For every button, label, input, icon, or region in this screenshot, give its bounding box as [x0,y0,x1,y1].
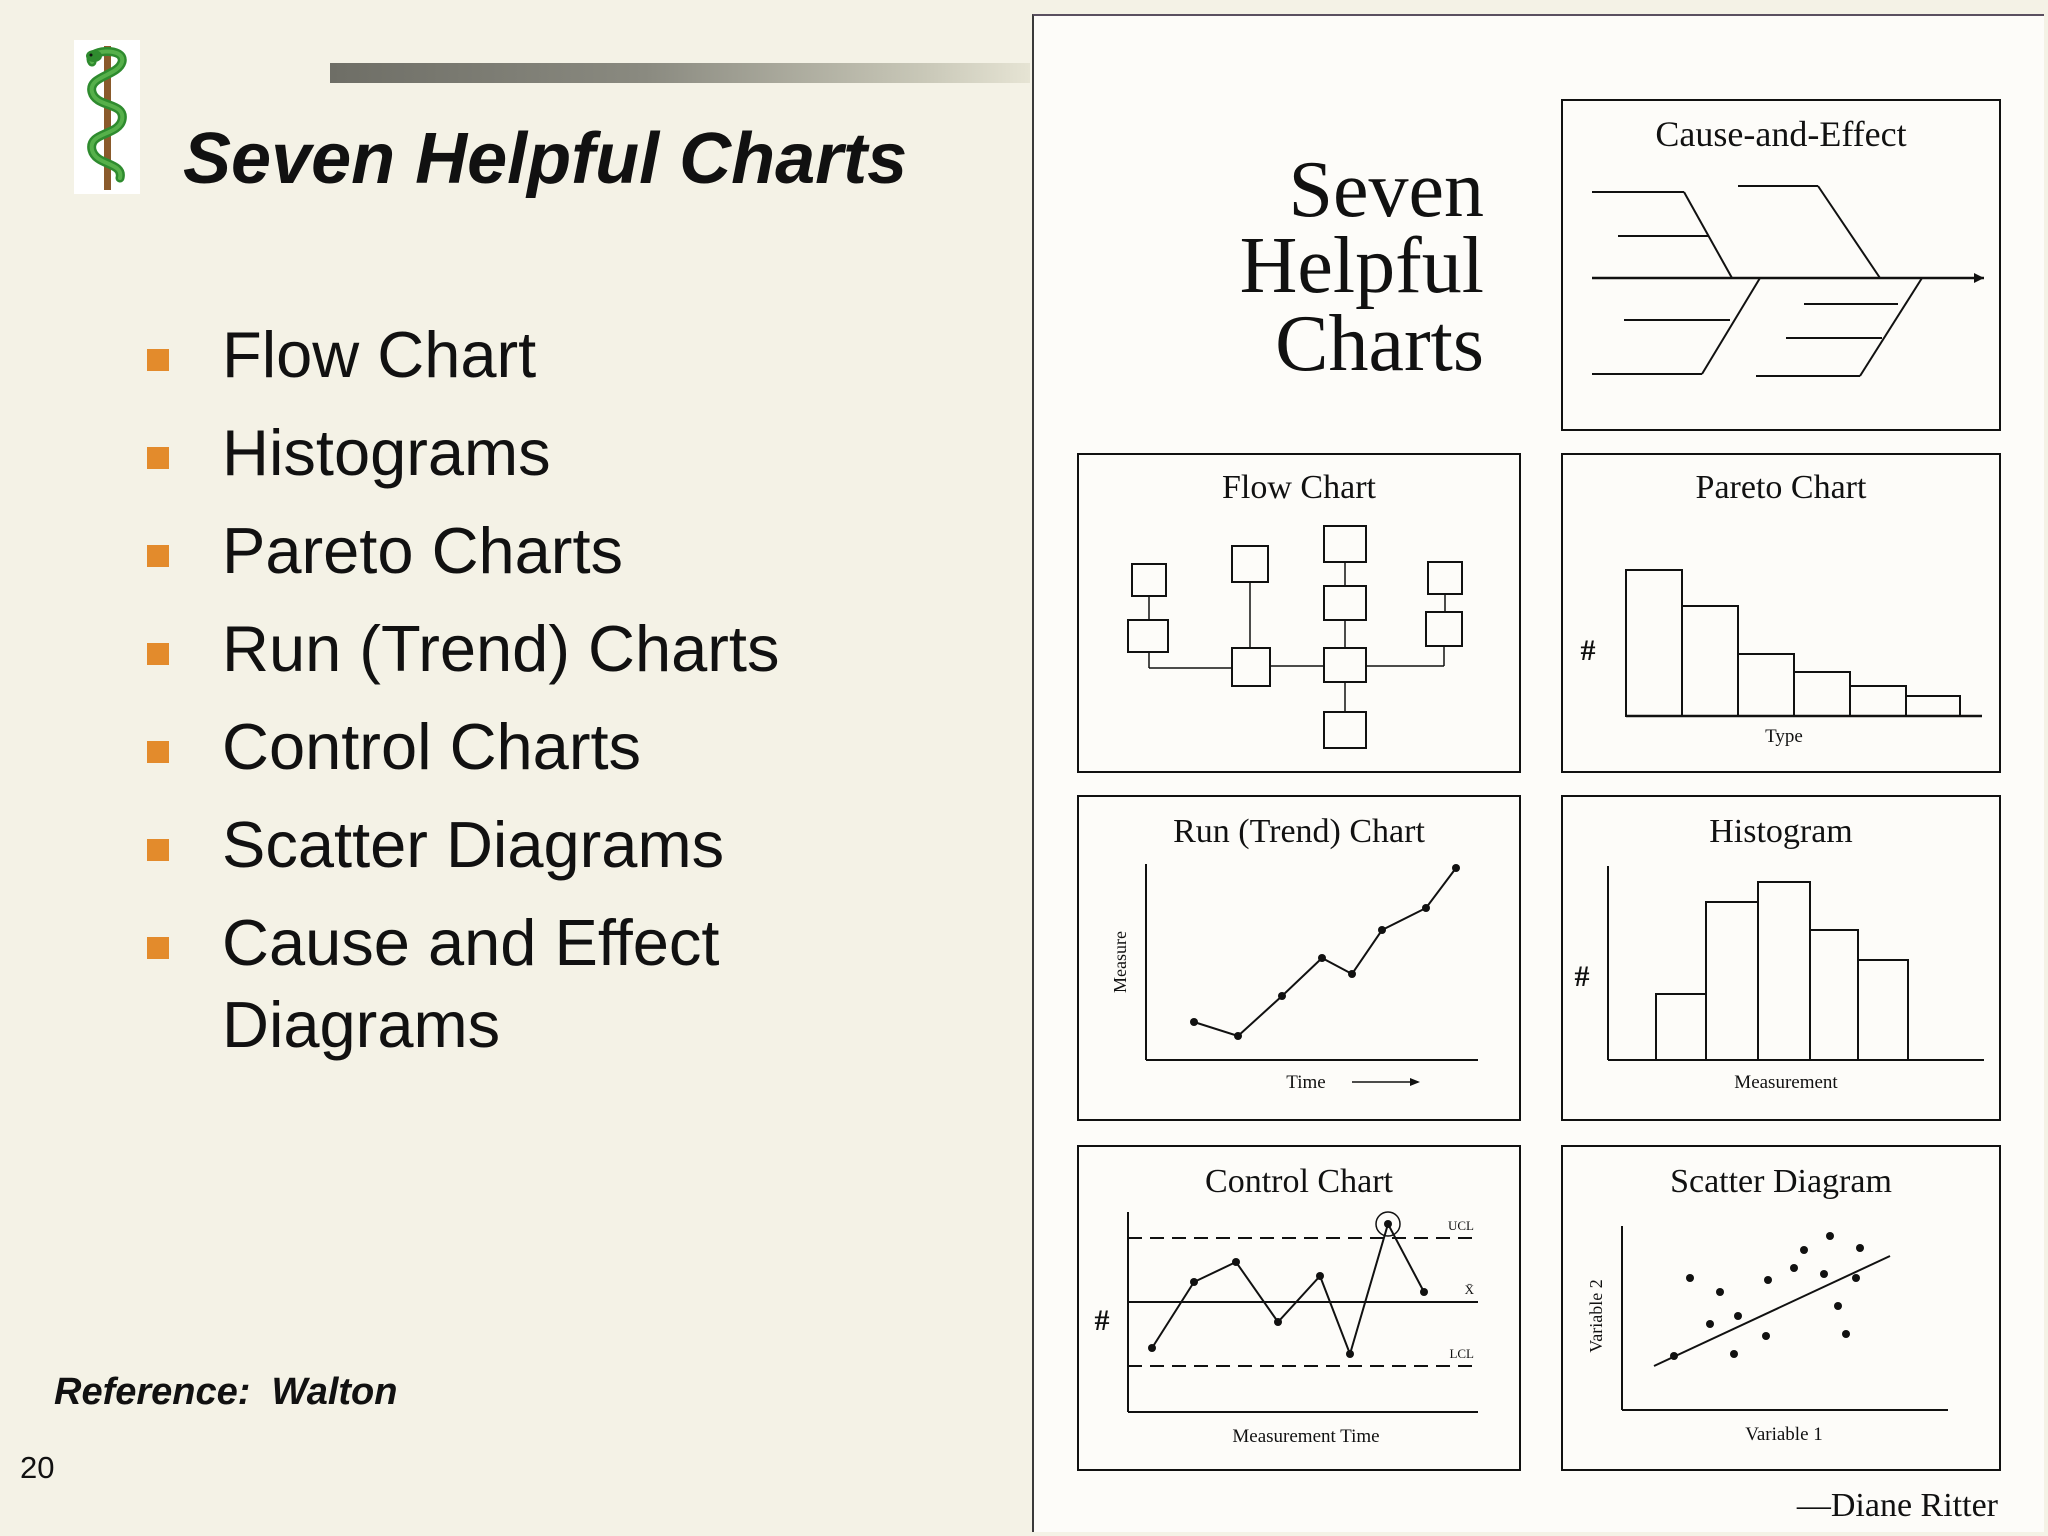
run-chart-panel [1078,796,1520,1120]
control-chart-panel [1078,1146,1520,1470]
histogram-bar [1758,882,1810,1060]
histogram-bar [1858,960,1908,1060]
histogram-x-label: Measurement [1734,1072,1838,1093]
flow-chart-panel [1078,454,1520,772]
histogram-bar [1810,930,1858,1060]
histogram-panel [1562,796,2000,1120]
bullet-square-icon [147,839,169,861]
pareto-x-label: Type [1765,726,1803,747]
bullet-text: Control Charts [222,710,642,783]
pareto-bar [1682,606,1738,716]
histogram-title: Histogram [1709,813,1853,850]
bullet-item [145,510,1005,592]
cause-effect-title: Cause-and-Effect [1655,114,1907,154]
page-number: 20 [20,1450,55,1485]
center-line-label: X̄ [1464,1282,1474,1297]
bullet-item [145,314,1005,396]
title-accent-bar [330,63,1030,83]
run-x-label: Time [1286,1072,1326,1093]
histogram-y-symbol: # [1574,960,1590,993]
scatter-title: Scatter Diagram [1670,1163,1892,1200]
figure-attribution: —Diane Ritter [1796,1487,1998,1524]
bullet-square-icon [147,545,169,567]
seven-charts-illustration [1034,16,2046,1534]
bullet-item [145,804,1005,886]
pareto-chart-panel [1562,454,2000,772]
scatter-y-label: Variable 2 [1586,1279,1606,1353]
figure-heading-line: Helpful [1239,222,1484,310]
reference-note: Reference: Walton [54,1371,398,1413]
bullet-text: Pareto Charts [222,514,624,587]
pareto-bar [1850,686,1906,716]
pareto-y-symbol: # [1580,634,1596,667]
bullet-item [145,412,1005,494]
control-x-label: Measurement Time [1232,1426,1380,1447]
bullet-item [145,706,1005,788]
bullet-square-icon [147,349,169,371]
pareto-chart-title: Pareto Chart [1695,469,1867,506]
slide-title: Seven Helpful Charts [183,119,908,199]
lcl-label: LCL [1449,1346,1474,1361]
bullet-square-icon [147,447,169,469]
ucl-label: UCL [1448,1218,1474,1233]
figure-heading-line: Seven [1288,146,1484,234]
histogram-bar [1656,994,1706,1060]
caduceus-logo-icon [74,40,140,194]
bullet-square-icon [147,741,169,763]
bullet-square-icon [147,643,169,665]
scatter-diagram-panel [1562,1146,2000,1470]
bullet-list [145,314,1005,1082]
bullet-text: Cause and Effect Diagrams [222,906,720,1061]
bullet-text: Flow Chart [222,318,537,391]
pareto-bar [1906,696,1960,716]
run-y-label: Measure [1110,931,1130,993]
flow-chart-title: Flow Chart [1222,469,1376,506]
control-chart-title: Control Chart [1205,1163,1393,1200]
bullet-square-icon [147,937,169,959]
pareto-bar [1626,570,1682,716]
bullet-item [145,608,1005,690]
bullet-item [145,902,1005,1066]
pareto-bar [1794,672,1850,716]
run-chart-title: Run (Trend) Chart [1173,813,1425,850]
pareto-bar [1738,654,1794,716]
bullet-text: Scatter Diagrams [222,808,725,881]
histogram-bar [1706,902,1758,1060]
scatter-x-label: Variable 1 [1745,1424,1823,1445]
bullet-text: Histograms [222,416,551,489]
cause-effect-panel [1562,100,2000,430]
control-y-symbol: # [1094,1304,1110,1337]
bullet-text: Run (Trend) Charts [222,612,780,685]
scanned-figure [1032,14,2044,1532]
figure-heading-line: Charts [1275,300,1484,388]
